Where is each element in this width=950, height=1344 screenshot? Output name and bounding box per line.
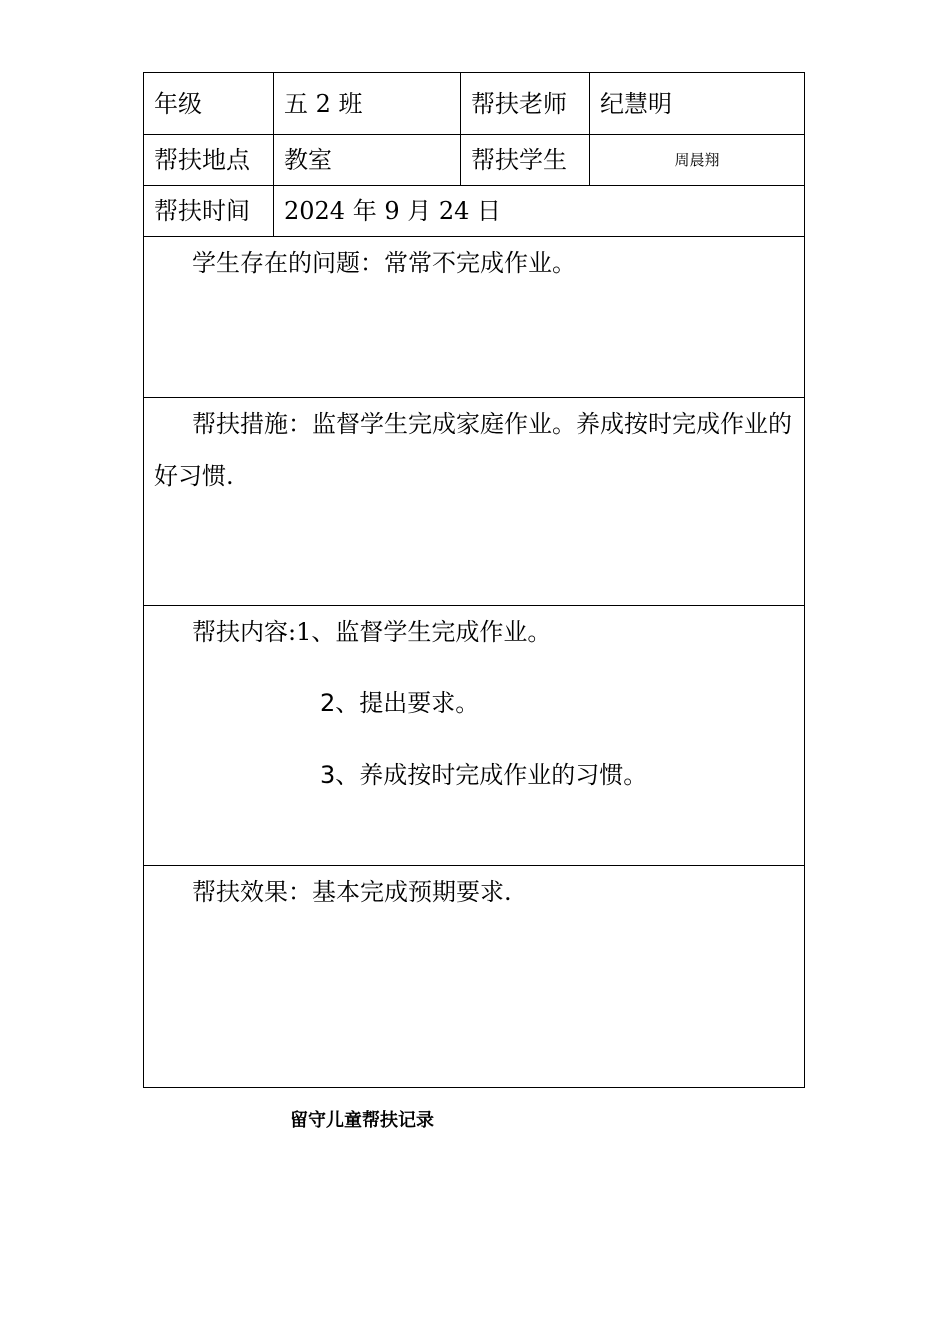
grade-value: 五 2 班 bbox=[274, 73, 461, 134]
teacher-label: 帮扶老师 bbox=[461, 73, 590, 134]
measures-text: 帮扶措施：监督学生完成家庭作业。养成按时完成作业的好习惯. bbox=[154, 410, 792, 490]
content-line-2: 2、提出要求。 bbox=[320, 689, 480, 717]
problem-text: 学生存在的问题：常常不完成作业。 bbox=[192, 249, 576, 277]
time-label: 帮扶时间 bbox=[144, 186, 274, 236]
location-value: 教室 bbox=[274, 135, 461, 185]
section-effect bbox=[144, 866, 804, 1087]
grade-label: 年级 bbox=[144, 73, 274, 134]
location-label: 帮扶地点 bbox=[144, 135, 274, 185]
row-location-student bbox=[144, 135, 804, 186]
effect-text: 帮扶效果：基本完成预期要求. bbox=[192, 878, 512, 906]
footer-title: 留守儿童帮扶记录 bbox=[290, 1110, 434, 1131]
record-table bbox=[143, 72, 805, 1088]
student-label: 帮扶学生 bbox=[461, 135, 590, 185]
teacher-value: 纪慧明 bbox=[600, 89, 672, 118]
section-content bbox=[144, 606, 804, 866]
time-value: 2024 年 9 月 24 日 bbox=[284, 197, 502, 225]
content-line-1: 帮扶内容:1、监督学生完成作业。 bbox=[192, 618, 552, 646]
row-time bbox=[144, 186, 804, 237]
row-grade-teacher bbox=[144, 73, 804, 135]
section-measures bbox=[144, 398, 804, 606]
student-value: 周晨翔 bbox=[674, 150, 720, 169]
content-line-3: 3、养成按时完成作业的习惯。 bbox=[320, 761, 648, 789]
section-problem bbox=[144, 237, 804, 398]
